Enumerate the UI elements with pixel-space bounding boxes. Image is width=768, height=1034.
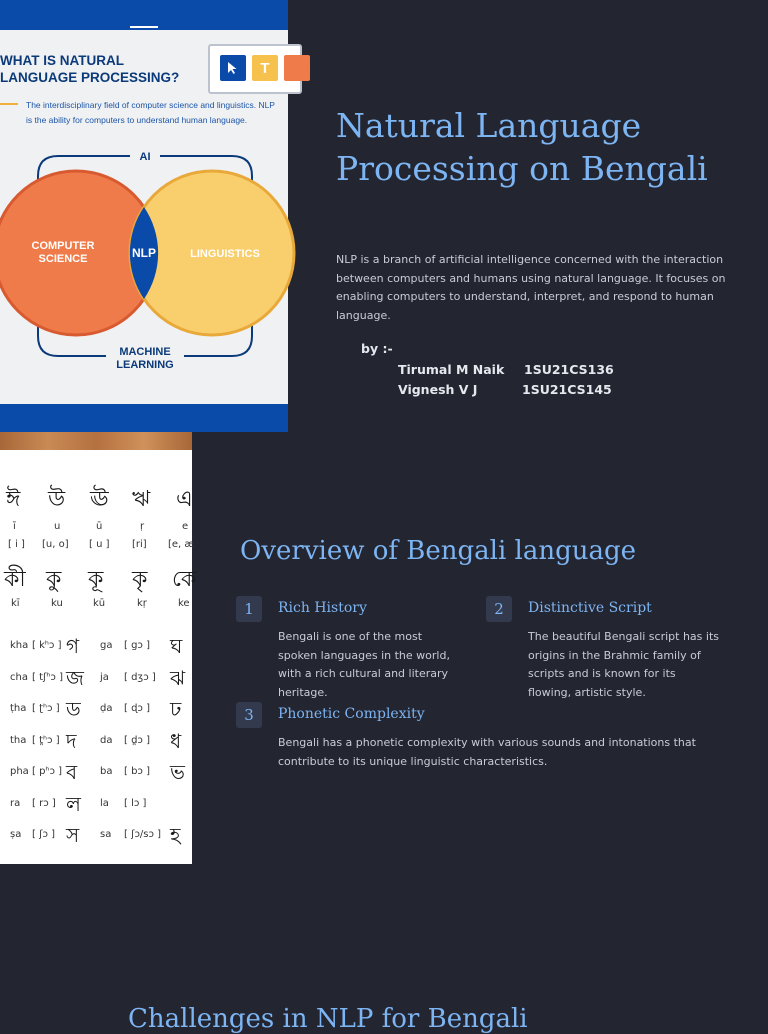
sign-glyph: কৃ xyxy=(132,567,148,592)
vowel-translit: ī xyxy=(13,521,16,532)
venn-right-label: LINGUISTICS xyxy=(190,248,260,260)
card-number: 2 xyxy=(486,596,512,622)
consonant-glyph: ঘ xyxy=(170,634,183,658)
venn-center-label: NLP xyxy=(132,246,156,260)
vowel-glyph: উ xyxy=(48,487,66,512)
infographic-top-line xyxy=(130,26,158,28)
consonant-glyph: জ xyxy=(66,665,84,690)
slide-title xyxy=(0,0,768,432)
consonant-glyph: ধ xyxy=(170,728,182,753)
consonant-label: ba xyxy=(100,766,113,777)
consonant-label: [ bɔ ] xyxy=(124,766,151,777)
nlp-venn-diagram xyxy=(0,138,288,378)
sign-translit: ke xyxy=(178,598,190,609)
by-label: by :- xyxy=(361,341,393,356)
presentation-description: NLP is a branch of artificial intelligence concerned with the interaction between computers and humans using natural language. It focuses on enabling computers to understand, interpret, and respond to human language. xyxy=(336,253,726,322)
vowel-ipa: [e, æ xyxy=(168,539,195,550)
cursor-icon xyxy=(220,55,246,81)
card-body: The beautiful Bengali script has its origins in the Brahmic family of scripts and is known for its flowing, artistic style. xyxy=(528,630,719,699)
infographic-heading: WHAT IS NATURAL LANGUAGE PROCESSING? xyxy=(0,53,180,85)
consonant-label: [ kʰɔ ] xyxy=(32,640,62,651)
consonant-glyph: ভ xyxy=(170,760,185,784)
card-title: Phonetic Complexity xyxy=(278,706,425,722)
infographic-subtitle: The interdisciplinary field of computer science and linguistics. NLP is the ability for computers to understand human language. xyxy=(26,100,275,125)
consonant-row xyxy=(0,790,200,820)
sign-translit: kī xyxy=(11,598,20,609)
author-name: Tirumal M Naik xyxy=(398,362,505,377)
consonant-row xyxy=(0,664,200,694)
consonant-label: [ ʃɔ ] xyxy=(32,829,56,840)
card-title: Distinctive Script xyxy=(528,600,652,616)
consonant-label: ḍa xyxy=(100,703,113,714)
vowel-translit: ū xyxy=(96,521,103,532)
slide-overview xyxy=(0,432,768,864)
consonant-label: [ dʒɔ ] xyxy=(124,671,156,683)
infographic-accent-line xyxy=(0,103,18,105)
venn-bottom-label-2: LEARNING xyxy=(116,359,174,371)
venn-top-label: AI xyxy=(139,151,151,163)
vowel-ipa: [ri] xyxy=(132,539,147,550)
consonant-label: [ ʃɔ/sɔ ] xyxy=(124,829,162,840)
sign-translit: ku xyxy=(51,598,63,609)
consonant-label: [ t̪ʰɔ ] xyxy=(32,734,60,746)
consonant-label: ṣa xyxy=(10,829,22,840)
vowel-glyph: ঊ xyxy=(90,487,109,512)
consonant-glyph: স xyxy=(66,823,80,847)
card-body: Bengali is one of the most spoken languages in the world, with a rich cultural and literary heritage. xyxy=(278,630,450,699)
vowel-translit: e xyxy=(182,521,189,532)
nlp-infographic-image xyxy=(0,0,288,432)
consonant-label: [ rɔ ] xyxy=(32,797,56,809)
sign-translit: kṛ xyxy=(137,598,147,609)
vowel-ipa: [ u ] xyxy=(89,539,110,550)
consonant-row xyxy=(0,632,200,662)
consonant-label: [ ʈʰɔ ] xyxy=(32,703,60,714)
consonant-label: ja xyxy=(100,671,109,683)
consonant-glyph: ঝ xyxy=(170,665,186,690)
infographic-bottom-bar xyxy=(0,404,288,432)
consonant-row xyxy=(0,821,200,851)
sign-glyph: কী xyxy=(4,567,26,592)
bengali-alphabet-chart-image xyxy=(0,432,197,864)
consonant-glyph: দ xyxy=(66,728,77,753)
vowel-glyph: ঋ xyxy=(132,487,151,512)
vowel-translit: u xyxy=(54,521,61,532)
consonant-label: ra xyxy=(10,797,21,809)
sign-translit: kū xyxy=(93,598,106,609)
card-number: 3 xyxy=(236,702,262,728)
consonant-glyph: ব xyxy=(66,760,78,784)
shape-tool-icon xyxy=(284,55,310,81)
consonant-label: da xyxy=(100,734,113,746)
sign-glyph: কু xyxy=(46,567,62,592)
sign-glyph: কে xyxy=(172,567,197,592)
consonant-glyph: হ xyxy=(170,823,181,847)
consonant-glyph: ঢ xyxy=(170,697,182,721)
vowel-glyph: ঈ xyxy=(6,487,21,512)
consonant-label: [ ɖɔ ] xyxy=(124,703,151,714)
consonant-glyph: ল xyxy=(66,791,81,816)
consonant-label: ga xyxy=(100,640,113,651)
vowel-glyph: এ xyxy=(176,487,193,512)
consonant-glyph: গ xyxy=(66,634,80,658)
consonant-label: [ lɔ ] xyxy=(124,797,147,809)
section-title: Overview of Bengali language xyxy=(240,536,637,566)
venn-left-label-1: COMPUTER xyxy=(31,240,95,252)
consonant-glyph: ড xyxy=(66,697,81,721)
consonant-row xyxy=(0,695,200,725)
consonant-row xyxy=(0,727,200,757)
infographic-toolbox xyxy=(208,44,302,94)
presentation-title: Natural Language Processing on Bengali xyxy=(336,106,708,188)
author-id: 1SU21CS136 xyxy=(524,362,614,377)
consonant-label: [ gɔ ] xyxy=(124,640,151,651)
wood-texture xyxy=(0,432,192,450)
consonant-label: kha xyxy=(10,640,29,651)
section-title: Challenges in NLP for Bengali xyxy=(128,1004,528,1034)
consonant-label: cha xyxy=(10,671,28,683)
sign-glyph: কূ xyxy=(88,567,104,592)
vowel-translit: ṛ xyxy=(140,521,145,532)
consonant-label: ṭha xyxy=(10,703,27,714)
consonant-label: la xyxy=(100,797,109,809)
author-id: 1SU21CS145 xyxy=(522,382,612,397)
consonant-label: [ d̪ɔ ] xyxy=(124,734,151,746)
consonant-label: tha xyxy=(10,734,27,746)
consonant-label: [ tʃʰɔ ] xyxy=(32,671,63,683)
consonant-label: [ pʰɔ ] xyxy=(32,766,63,777)
card-title: Rich History xyxy=(278,600,367,616)
consonant-label: sa xyxy=(100,829,112,840)
consonant-label: pha xyxy=(10,766,29,777)
text-tool-icon: T xyxy=(252,55,278,81)
card-number: 1 xyxy=(236,596,262,622)
venn-left-label-2: SCIENCE xyxy=(38,253,88,265)
vowel-ipa: [ i ] xyxy=(8,539,25,550)
card-body: Bengali has a phonetic complexity with various sounds and intonations that contribute to its unique linguistic characteristics. xyxy=(278,736,696,768)
vowel-ipa: [u, o] xyxy=(42,539,69,550)
slide-challenges xyxy=(0,864,768,1034)
author-name: Vignesh V J xyxy=(398,382,478,397)
consonant-row xyxy=(0,758,200,788)
venn-bottom-label-1: MACHINE xyxy=(119,346,171,358)
